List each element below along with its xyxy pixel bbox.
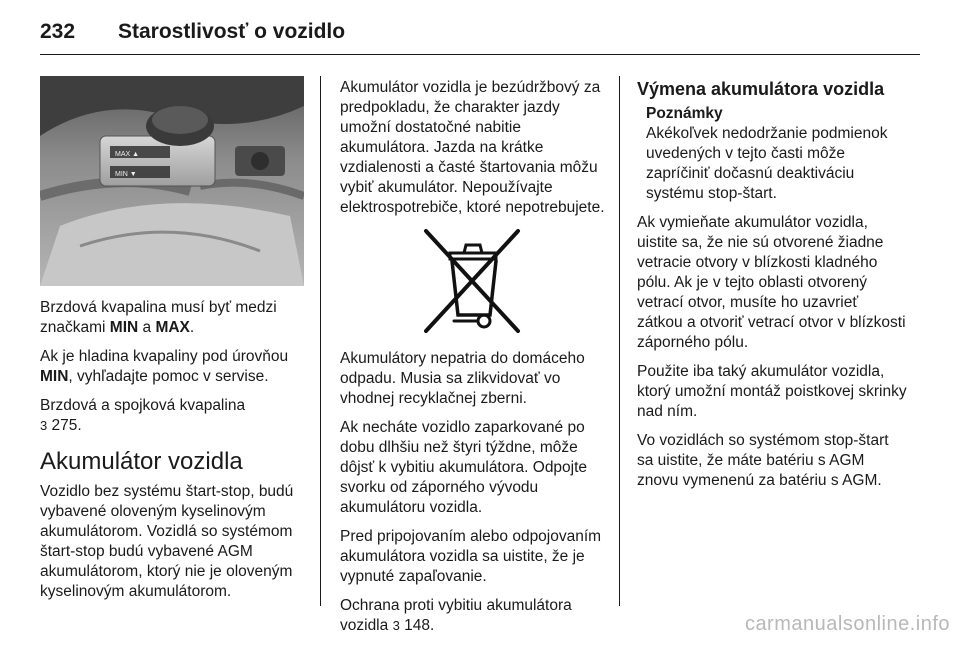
brake-fluid-reservoir-photo <box>40 76 304 286</box>
reference-arrow-icon: 3 <box>40 418 48 433</box>
paragraph-low-level-service: Ak je hladina kvapaliny pod úrovňou MIN, vyhľadajte pomoc v servise. <box>40 348 289 385</box>
paragraph-fuse-box: Použite iba taký akumulátor vozidla, ktorý umožní montáž poistkovej skrinky nad ním. <box>637 363 907 420</box>
crossed-out-bin-icon <box>418 227 528 339</box>
page-heading: Starostlivosť o vozidlo <box>118 20 346 43</box>
page-number: 232 <box>40 20 76 43</box>
paragraph-battery-types: Vozidlo bez systému štart-stop, budú vybavené oloveným kyselinovým akumulátorom. Vozidlá so systémom štart-stop budú vybavené AGM akumulátorom, ktorý nie je oloveným kyselinovým akumulátorom. <box>40 483 294 600</box>
paragraph-brake-fluid-level: Brzdová kvapalina musí byť medzi značkami MIN a MAX. <box>40 299 277 336</box>
note-box <box>637 104 907 204</box>
column-2 <box>340 78 606 645</box>
paragraph-ignition-off: Pred pripojovaním alebo odpojovaním akumulátora vozidla sa uistite, že je vypnuté zapaľovanie. <box>340 528 602 585</box>
section-title-battery: Akumulátor vozidla <box>40 448 243 475</box>
paragraph-vent-openings: Ak vymieňate akumulátor vozidla, uistite sa, že nie sú otvorené žiadne vetracie otvory v blízkosti kladného pólu. Ak je v tejto oblasti otvorený vetrací otvor, musíte ho uzavrieť zátkou a otvoriť vetrací otvor v blízkosti záporného pólu. <box>637 214 906 351</box>
paragraph-disposal: Akumulátory nepatria do domáceho odpadu. Musia sa zlikvidovať vo vhodnej recyklačnej zberni. <box>340 350 585 407</box>
note-text: Akékoľvek nedodržanie podmienok uvedených v tejto časti môže zapríčiniť dočasnú deaktiváciu systému stop-štart. <box>646 125 888 202</box>
subsection-title-battery-replacement: Výmena akumulátora vozidla <box>637 79 885 99</box>
paragraph-maintenance-free: Akumulátor vozidla je bezúdržbový za predpokladu, že charakter jazdy umožní dostatočné nabitie akumulátora. Jazda na krátke vzdialenosti a časté štartovania môžu vybiť akumulátor. Nepoužívajte elektrospotrebiče, ktoré nepotrebujete. <box>340 79 605 216</box>
note-title: Poznámky <box>646 105 723 122</box>
paragraph-discharge-protection: Ochrana proti vybitiu akumulátora vozidla 3 148. <box>340 597 572 634</box>
page-reference-link[interactable]: 148. <box>404 617 435 634</box>
column-divider-2 <box>619 76 620 606</box>
page-reference-link[interactable]: 275. <box>51 417 82 434</box>
column-1 <box>40 76 306 611</box>
min-mark-label: MIN ▼ <box>115 171 137 178</box>
watermark: carmanualsonline.info <box>744 613 950 635</box>
reference-arrow-icon: 3 <box>392 618 400 633</box>
column-divider-1 <box>320 76 321 606</box>
column-3 <box>637 78 907 500</box>
page-header <box>40 14 920 55</box>
max-mark-label: MAX ▲ <box>115 151 140 158</box>
paragraph-brake-clutch-ref: Brzdová a spojková kvapalina 3 275. <box>40 397 246 434</box>
paragraph-agm-replacement: Vo vozidlách so systémom stop-štart sa uistite, že máte batériu s AGM znovu vymenenú za batériu s AGM. <box>637 432 889 489</box>
paragraph-parking-long: Ak necháte vozidlo zaparkované po dobu dlhšiu než štyri týždne, môže dôjsť k vybitiu akumulátora. Odpojte svorku od záporného vývodu akumulátoru vozidla. <box>340 419 588 516</box>
